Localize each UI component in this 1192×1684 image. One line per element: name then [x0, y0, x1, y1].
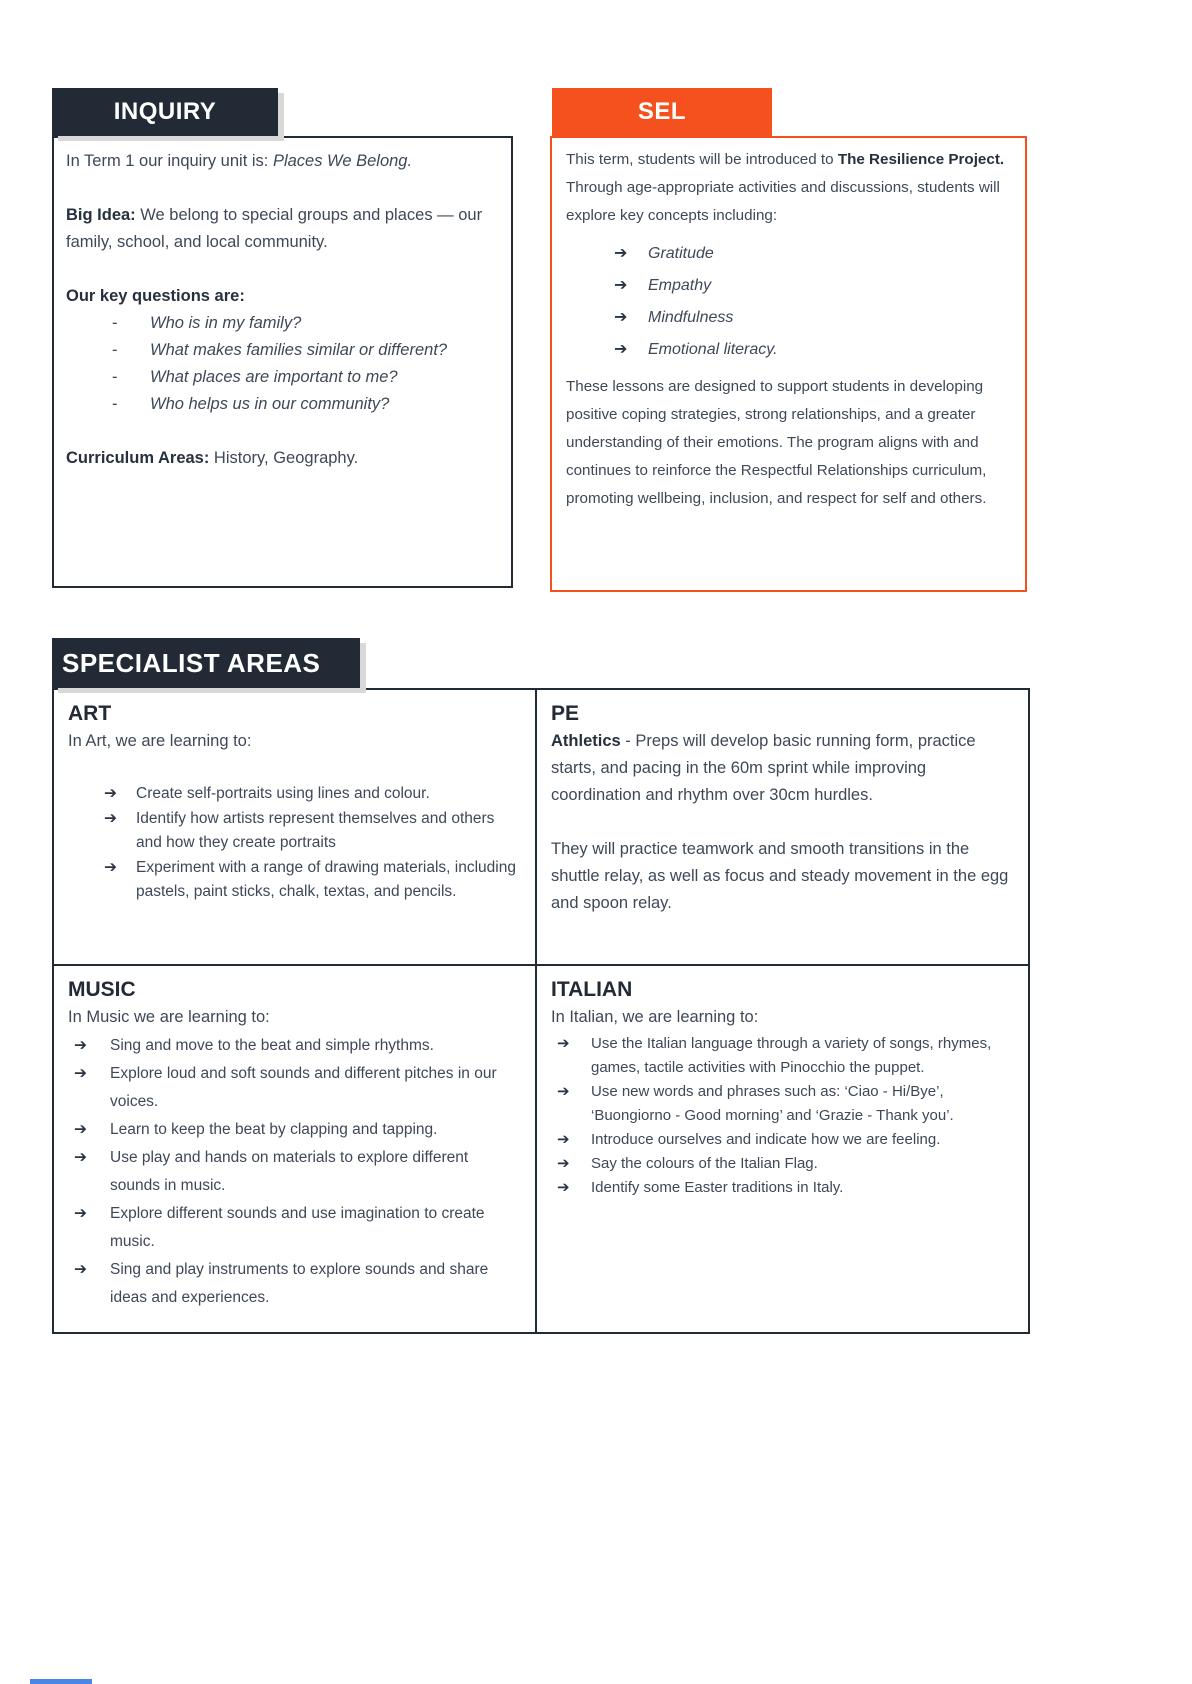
list-item: ➔ Mindfulness	[614, 309, 734, 326]
sel-body	[550, 136, 1027, 592]
arrow-bullet-icon: ➔	[614, 341, 628, 358]
list-item: ➔ Experiment with a range of drawing materials, including pastels, paint sticks, chalk, textas, and pencils.	[104, 856, 521, 905]
music-cell	[54, 966, 537, 1332]
arrow-bullet-icon: ➔	[104, 858, 117, 876]
inquiry-header-tab	[52, 88, 278, 136]
sel-section	[550, 88, 1027, 592]
list-item: ➔ Introduce ourselves and indicate how we are feeling.	[557, 1128, 1014, 1152]
sel-header-tab	[552, 88, 772, 136]
list-item: ➔ Emotional literacy.	[614, 341, 778, 358]
dash-bullet-icon: -	[112, 314, 118, 332]
inquiry-body	[52, 136, 513, 588]
art-list	[68, 782, 521, 905]
big-idea-label: Big Idea:	[66, 206, 136, 224]
specialist-areas-table	[52, 688, 1030, 1334]
list-item: ➔ Learn to keep the beat by clapping and tapping.	[74, 1116, 521, 1144]
arrow-bullet-icon: ➔	[557, 1035, 570, 1052]
list-item: ➔ Empathy	[614, 277, 712, 294]
list-item: ➔ Gratitude	[614, 245, 714, 262]
curriculum-areas: Curriculum Areas: History, Geography.	[66, 449, 359, 467]
italian-intro: In Italian, we are learning to:	[551, 1008, 759, 1026]
arrow-bullet-icon: ➔	[74, 1037, 87, 1054]
pe-paragraph-1: Athletics - Preps will develop basic running form, practice starts, and pacing in the 60m sprint while improving coordination and rhythm over 30cm hurdles.	[551, 732, 976, 804]
arrow-bullet-icon: ➔	[614, 309, 628, 326]
music-list	[68, 1032, 521, 1312]
inquiry-unit-name: Places We Belong.	[272, 152, 413, 170]
key-questions-list	[66, 310, 499, 418]
list-item: ➔ Explore different sounds and use imagination to create music.	[74, 1200, 521, 1256]
arrow-bullet-icon: ➔	[74, 1149, 87, 1166]
list-item: ➔ Sing and move to the beat and simple rhythms.	[74, 1032, 521, 1060]
list-item: ➔ Use new words and phrases such as: ‘Ciao - Hi/Bye’, ‘Buongiorno - Good morning’ and ‘Grazie - Thank you’.	[557, 1080, 1014, 1128]
sel-outro: These lessons are designed to support students in developing positive coping strategies, strong relationships, and a greater understanding of their emotions. The program aligns with and continues to reinforce the Respectful Relationships curriculum, promoting wellbeing, inclusion, and respect for self and others.	[566, 378, 987, 507]
art-cell	[54, 690, 537, 966]
list-item: ➔ Use play and hands on materials to explore different sounds in music.	[74, 1144, 521, 1200]
art-intro: In Art, we are learning to:	[68, 732, 252, 750]
list-item: ➔ Identify how artists represent themselves and others and how they create portraits	[104, 807, 521, 856]
arrow-bullet-icon: ➔	[557, 1131, 570, 1148]
list-item: - What places are important to me?	[112, 364, 499, 391]
arrow-bullet-icon: ➔	[104, 809, 117, 827]
inquiry-section	[52, 88, 513, 588]
resilience-project-label: The Resilience Project.	[837, 151, 1005, 168]
next-page-preview-bar	[30, 1679, 92, 1684]
pe-paragraph-2: They will practice teamwork and smooth transitions in the shuttle relay, as well as focus and steady movement in the egg and spoon relay.	[551, 840, 1009, 912]
italian-title: ITALIAN	[551, 978, 633, 1001]
specialist-areas-section	[52, 638, 1030, 1334]
pe-cell	[537, 690, 1028, 966]
list-item: ➔ Say the colours of the Italian Flag.	[557, 1152, 1014, 1176]
arrow-bullet-icon: ➔	[74, 1205, 87, 1222]
arrow-bullet-icon: ➔	[104, 785, 117, 802]
athletics-label: Athletics	[551, 732, 621, 750]
dash-bullet-icon: -	[112, 341, 118, 359]
specialist-areas-header-tab	[52, 638, 360, 688]
list-item: ➔ Create self-portraits using lines and colour.	[104, 782, 521, 807]
arrow-bullet-icon: ➔	[557, 1179, 570, 1196]
curriculum-areas-label: Curriculum Areas:	[66, 449, 210, 467]
sel-intro: This term, students will be introduced to The Resilience Project. Through age-appropriate activities and discussions, students will explore key concepts including:	[566, 151, 1005, 224]
arrow-bullet-icon: ➔	[74, 1121, 87, 1138]
inquiry-header-label: INQUIRY	[113, 98, 217, 125]
music-title: MUSIC	[68, 978, 136, 1001]
specialist-areas-header-label: SPECIALIST AREAS	[62, 647, 321, 678]
music-intro: In Music we are learning to:	[68, 1008, 270, 1026]
list-item: ➔ Use the Italian language through a variety of songs, rhymes, games, tactile activities with Pinocchio the puppet.	[557, 1032, 1014, 1080]
italian-cell	[537, 966, 1028, 1332]
list-item: - Who is in my family?	[112, 310, 499, 337]
arrow-bullet-icon: ➔	[557, 1083, 570, 1100]
arrow-bullet-icon: ➔	[74, 1065, 87, 1082]
pe-title: PE	[551, 702, 580, 725]
list-item: ➔ Explore loud and soft sounds and different pitches in our voices.	[74, 1060, 521, 1116]
inquiry-big-idea: Big Idea: We belong to special groups and places — our family, school, and local community.	[66, 206, 483, 251]
list-item: - What makes families similar or different?	[112, 337, 499, 364]
arrow-bullet-icon: ➔	[614, 277, 628, 294]
sel-concepts-list	[566, 243, 1011, 360]
list-item: ➔ Identify some Easter traditions in Italy.	[557, 1176, 1014, 1200]
list-item: - Who helps us in our community?	[112, 391, 499, 418]
arrow-bullet-icon: ➔	[557, 1155, 570, 1172]
key-questions-label: Our key questions are:	[66, 287, 245, 305]
list-item: ➔ Sing and play instruments to explore sounds and share ideas and experiences.	[74, 1256, 521, 1312]
arrow-bullet-icon: ➔	[74, 1261, 87, 1278]
dash-bullet-icon: -	[112, 395, 118, 413]
arrow-bullet-icon: ➔	[614, 245, 628, 262]
inquiry-intro: In Term 1 our inquiry unit is: Places We Belong.	[66, 152, 413, 170]
italian-list	[551, 1032, 1014, 1200]
dash-bullet-icon: -	[112, 368, 118, 386]
art-title: ART	[68, 702, 112, 725]
sel-header-label: SEL	[637, 98, 687, 125]
